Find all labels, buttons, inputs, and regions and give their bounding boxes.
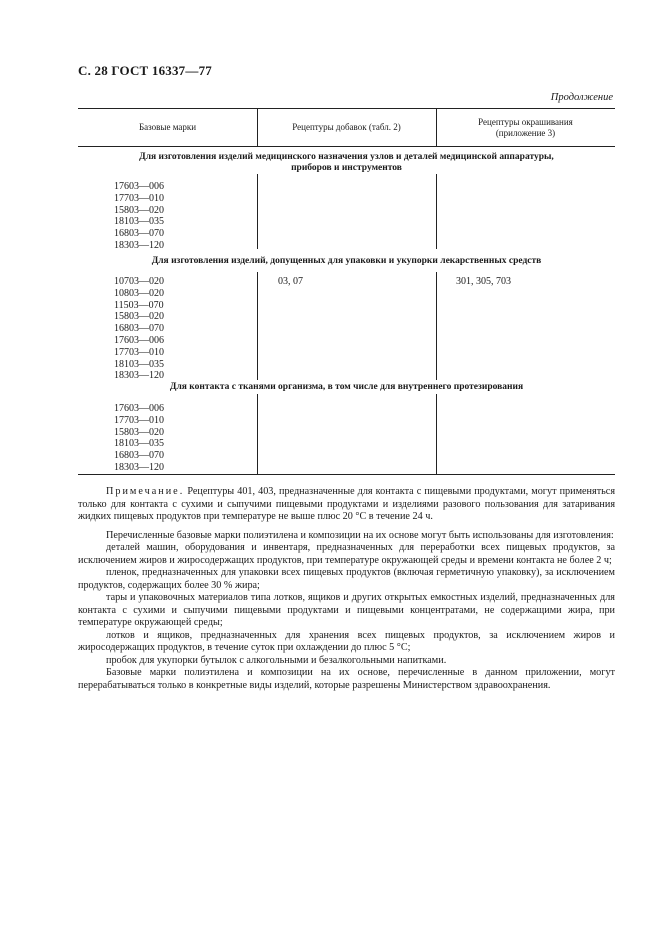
grade-item: 16803—070 [114,323,164,335]
grade-item: 18103—035 [114,216,164,228]
page-header-title: С. 28 ГОСТ 16337—77 [78,63,212,78]
section-title-tissue-contact: Для контакта с тканями организма, в том числе для внутреннего протезирования [169,382,524,392]
list-item: деталей машин, оборудования и инвентаря, предназначенных для переработки всех пищевых продуктов, за исключением жиров и жиросодержащих продуктов, при температуре окружающей среды и времени контакта не более 2 ч; [78,542,615,566]
grade-item: 11503—070 [114,299,164,311]
grade-item: 15803—020 [114,426,164,438]
column-header-grades: Базовые марки [138,122,197,132]
grade-item: 17703—010 [114,192,164,204]
closing-paragraph: Базовые марки полиэтилена и композиции на их основе, перечисленные в данном приложении, могут перерабатываться только в конкретные виды изделий, которые разрешены Министерством здравоохранения. [78,667,615,691]
grade-item: 10703—020 [114,276,164,287]
coloring-value-drug-packaging: 301, 305, 703 [456,276,511,287]
section-title-medical: Для изготовления изделий медицинского назначения узлов и деталей медицинской аппаратуры, приборов и инструментов [139,152,554,173]
column-divider-1-s1 [257,174,258,249]
continuation-label: Продолжение [550,92,613,103]
grade-item: 16803—070 [114,228,164,240]
column-divider-2-s3 [436,394,437,474]
column-header-additives: Рецептуры добавок (табл. 2) [292,122,401,132]
grade-item: 17603—006 [114,181,164,192]
column-divider-1-s3 [257,394,258,474]
grade-item: 18303—120 [114,370,164,382]
grades-table [78,108,615,475]
grade-item: 18103—035 [114,358,164,370]
grade-item: 15803—020 [114,204,164,216]
grade-item: 17603—006 [114,403,164,414]
list-item: пробок для укупорки бутылок с алкогольными и безалкогольными напитками. [106,654,447,666]
grade-item: 17703—010 [114,414,164,426]
grade-item: 18103—035 [114,438,164,450]
grade-item: 10803—020 [114,287,164,299]
grade-item: 17603—006 [114,334,164,346]
column-header-coloring: Рецептуры окрашивания (приложение 3) [478,117,573,138]
column-divider-2-s2 [436,272,437,380]
column-divider-2-s1 [436,174,437,249]
note-label: Примечание. [106,486,185,497]
table-top-rule [78,108,615,109]
list-item: тары и упаковочных материалов типа лотков, ящиков и других открытых емкостных изделий, предназначенных для контакта с сухими и сыпучими пищевыми продуктами и пищевыми концентратами, не содержащими жира, при температуре окружающей среды; [78,592,615,628]
additives-value-drug-packaging: 03, 07 [278,276,303,287]
grade-item: 15803—020 [114,311,164,323]
list-item: пленок, предназначенных для упаковки всех пищевых продуктов (включая герметичную упаковку), за исключением продуктов, содержащих более 30 % жира; [78,567,615,591]
section-title-drug-packaging: Для изготовления изделий, допущенных для упаковки и укупорки лекарственных средств [151,256,542,266]
grades-list-drug-packaging [114,276,164,382]
column-divider-1-s2 [257,272,258,380]
note-paragraph [78,486,615,524]
table-bottom-rule [78,474,615,475]
column-divider-2-header [436,108,437,146]
grades-list-medical [114,181,164,252]
grade-item: 17703—010 [114,346,164,358]
grade-item: 16803—070 [114,450,164,462]
grade-item: 18303—120 [114,239,164,251]
body-text [78,486,615,692]
list-item: лотков и ящиков, предназначенных для хранения всех пищевых продуктов, за исключением жиров и жиросодержащих продуктов, в течение суток при охлаждении до плюс 5 °С; [78,629,615,653]
note-text: Рецептуры 401, 403, предназначенные для контакта с пищевыми продуктами, могут применяться только для контакта с сухими и сыпучими пищевыми продуктами и изделиями разового пользования для затаривания жидких пищевых продуктов при температуре не выше плюс 20 °С в течение 24 ч. [78,486,616,522]
grades-list-tissue-contact [114,403,164,474]
intro-paragraph: Перечисленные базовые марки полиэтилена и композиции на их основе могут быть использованы для изготовления: [106,529,614,541]
grade-item: 18303—120 [114,461,164,473]
table-header-rule [78,146,615,147]
